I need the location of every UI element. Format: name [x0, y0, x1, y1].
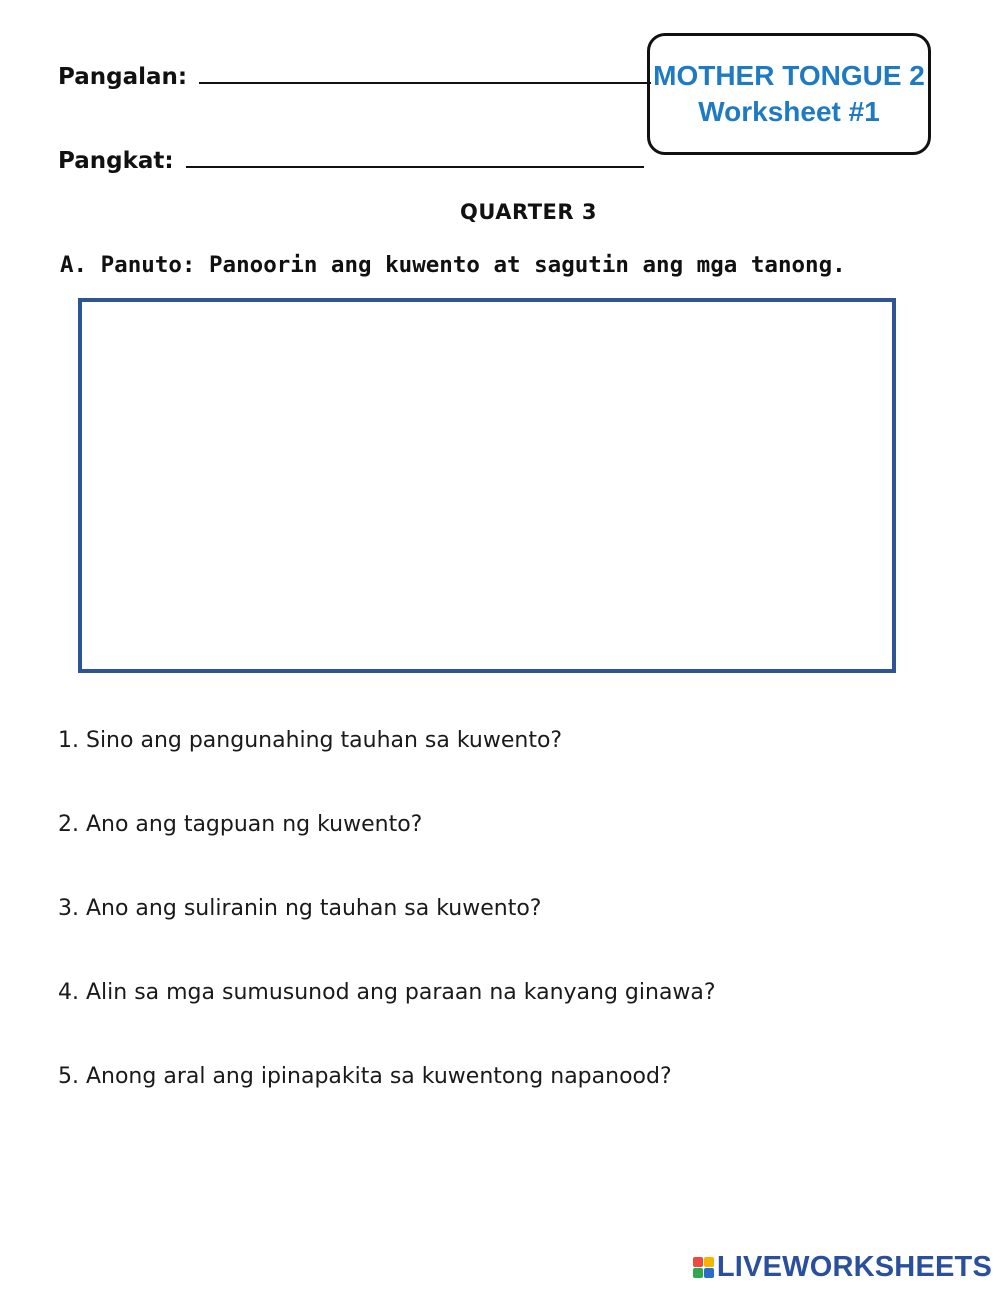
question-1: 1. Sino ang pangunahing tauhan sa kuwento?	[58, 728, 563, 753]
section-blank-line[interactable]	[186, 146, 644, 168]
name-label: Pangalan:	[58, 64, 188, 90]
video-frame[interactable]	[78, 298, 896, 673]
logo-square-red	[693, 1257, 703, 1267]
question-4: 4. Alin sa mga sumusunod ang paraan na kanyang ginawa?	[58, 980, 716, 1005]
name-blank-line[interactable]	[199, 62, 651, 84]
question-3: 3. Ano ang suliranin ng tauhan sa kuwento?	[58, 896, 542, 921]
brand-watermark	[693, 1251, 992, 1284]
section-field	[58, 146, 644, 174]
logo-square-blue	[704, 1268, 714, 1278]
quarter-heading	[0, 200, 1000, 224]
question-5: 5. Anong aral ang ipinapakita sa kuwentong napanood?	[58, 1064, 672, 1089]
worksheet-title-box	[647, 33, 931, 155]
name-field	[58, 62, 651, 90]
section-label: Pangkat:	[58, 148, 174, 174]
instruction-text: A. Panuto: Panoorin ang kuwento at sagutin ang mga tanong.	[60, 252, 846, 278]
logo-square-green	[693, 1268, 703, 1278]
worksheet-number: Worksheet #1	[698, 96, 880, 127]
quarter-text: QUARTER 3	[459, 200, 597, 224]
question-2: 2. Ano ang tagpuan ng kuwento?	[58, 812, 423, 837]
liveworksheets-logo-icon	[693, 1257, 714, 1278]
brand-text: LIVEWORKSHEETS	[716, 1251, 992, 1283]
subject-title: MOTHER TONGUE 2	[653, 60, 925, 91]
question-list	[58, 728, 716, 1148]
logo-square-yellow	[704, 1257, 714, 1267]
